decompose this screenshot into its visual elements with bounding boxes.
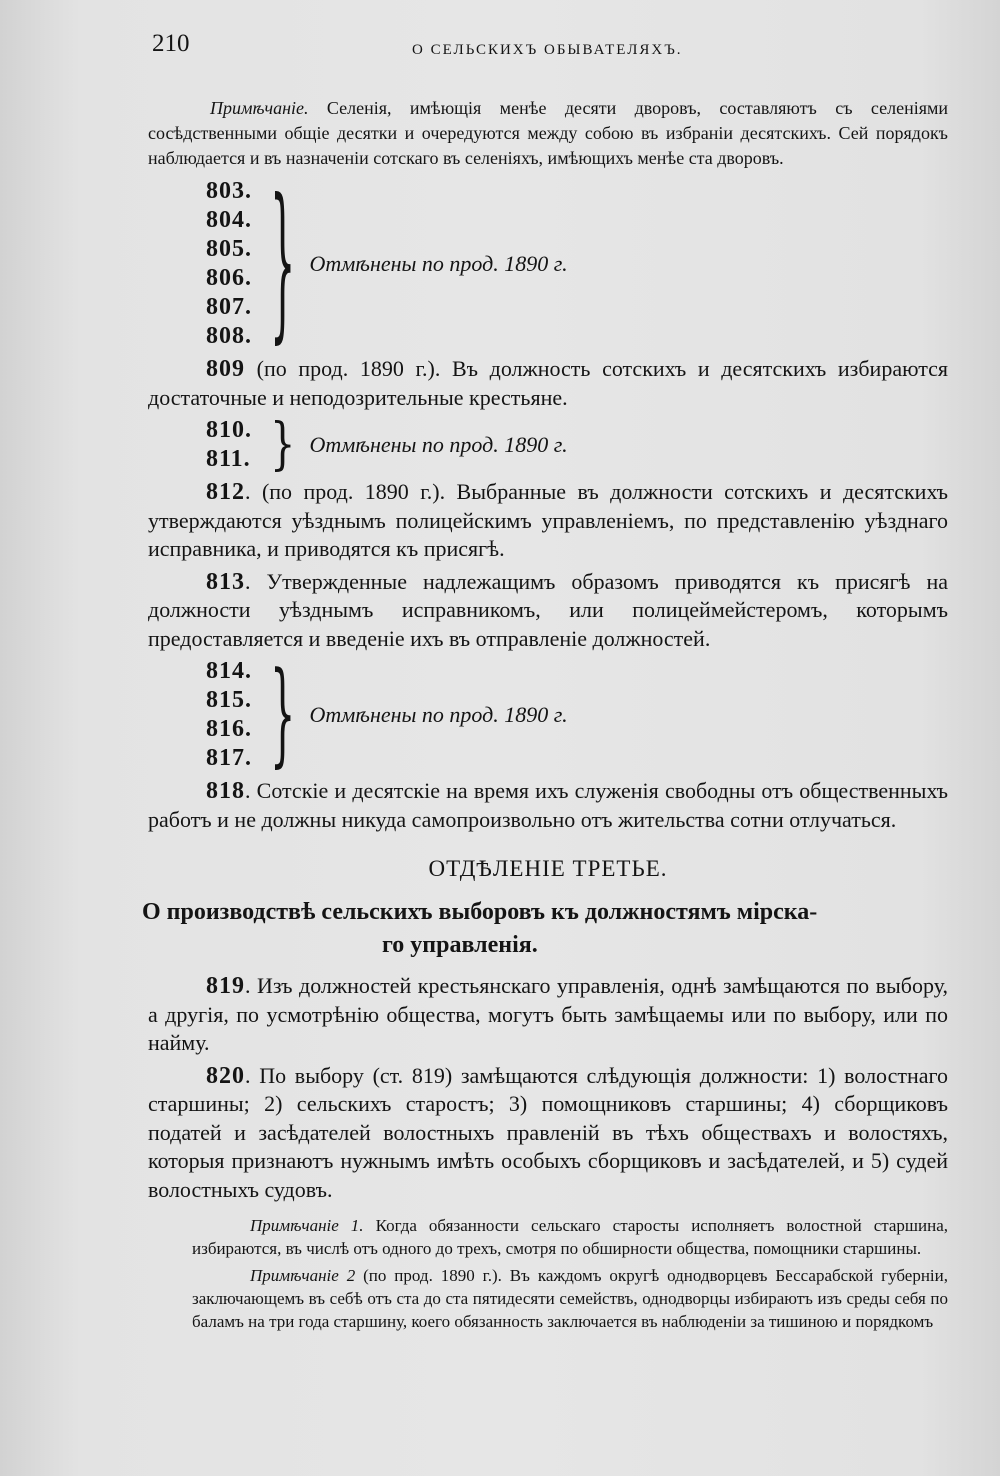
- article-numbers: [206, 657, 252, 773]
- article-number: 818: [206, 778, 245, 804]
- note-label: Примѣчанiе 2: [250, 1266, 356, 1285]
- article-number: 810.: [206, 417, 252, 443]
- article-number: 806.: [206, 265, 252, 291]
- repealed-text: Отмѣнены по прод. 1890 г.: [309, 702, 568, 727]
- note-label: Примѣчанiе.: [210, 98, 309, 118]
- article-text: . Изъ должностей крестьянскаго управленiя, однѣ замѣщаются по выбору, а другiя, по усмотрѣнiю общества, могутъ быть замѣщаемы или по выбору, или по найму.: [148, 973, 948, 1055]
- article-number: 819: [206, 973, 245, 999]
- note-label: Примѣчанiе 1.: [250, 1216, 364, 1235]
- article-numbers: [206, 177, 252, 351]
- chapter-title-line2: го управленiя.: [382, 932, 538, 958]
- page-number: 210: [152, 30, 190, 57]
- running-title: О СЕЛЬСКИХЪ ОБЫВАТЕЛЯХЪ.: [412, 42, 683, 58]
- article-number: 805.: [206, 236, 252, 262]
- article-818: [148, 777, 948, 834]
- page-header: [152, 30, 940, 70]
- repealed-group-810-811: [206, 412, 948, 478]
- note-2: [148, 1264, 948, 1333]
- repealed-group-814-817: [206, 650, 948, 780]
- repealed-group-803-808: [206, 167, 948, 361]
- article-numbers: [206, 416, 252, 474]
- note-text: Селенiя, имѣющiя менѣе десяти дворовъ, составляютъ съ селенiями сосѣдственными общiе десятки и очередуются между собою въ избранiи десятскихъ. Сей порядокъ наблюдается и въ назначенiи сотскаго въ селенiяхъ, имѣющихъ менѣе ста дворовъ.: [148, 98, 949, 168]
- repealed-text: Отмѣнены по прод. 1890 г.: [309, 251, 568, 276]
- section-title: ОТДѢЛЕНIЕ ТРЕТЬЕ.: [428, 856, 668, 881]
- article-number: 816.: [206, 716, 252, 742]
- article-number: 808.: [206, 323, 252, 349]
- article-number: 820: [206, 1062, 245, 1089]
- article-809: [148, 355, 948, 412]
- article-number: 804.: [206, 207, 252, 233]
- article-text: . Утвержденные надлежащимъ образомъ приводятся къ присягѣ на должности уѣзднымъ исправникомъ, или полицеймейстеромъ, которымъ предоставляется и введенiе ихъ въ отправленiе должностей.: [148, 568, 948, 651]
- brace-icon: }: [270, 167, 296, 361]
- article-text: (по прод. 1890 г.). Въ должность сотскихъ и десятскихъ избираются достаточные и неподозрительные крестьяне.: [148, 356, 948, 410]
- article-number: 809: [206, 356, 245, 382]
- article-number: 811.: [206, 446, 251, 472]
- note-text: Когда обязанности сельскаго старосты исполняетъ волостной старшина, избираются, въ числѣ отъ одного до трехъ, смотря по обширности общества, помощники старшины.: [192, 1216, 949, 1258]
- article-number: 814.: [206, 658, 252, 684]
- note-text: (по прод. 1890 г.). Въ каждомъ округѣ однодворцевъ Бессарабской губернiи, заключающемъ въ себѣ отъ ста до ста пятидесяти семействъ, однодворцы избираютъ изъ среды себя по баламъ на три года старшину, коего обязанность заключается въ наблюденiи за тишиною и порядкомъ: [192, 1266, 948, 1331]
- note-1: [148, 1214, 948, 1260]
- article-number: 812: [206, 479, 245, 505]
- article-number: 813: [206, 568, 245, 595]
- article-number: 803.: [206, 178, 252, 204]
- page-body: [142, 96, 949, 1333]
- repealed-text: Отмѣнены по прод. 1890 г.: [309, 432, 568, 457]
- article-text: . Сотскiе и десятскiе на время ихъ служенiя свободны отъ общественныхъ работъ и не должны никуда самопроизвольно отъ жительства сотни отлучаться.: [148, 778, 948, 832]
- chapter-title-line1: О производствѣ сельскихъ выборовъ къ должностямъ мiрска-: [142, 899, 818, 925]
- article-number: 815.: [206, 687, 252, 713]
- article-number: 817.: [206, 745, 252, 771]
- brace-icon: }: [270, 412, 296, 478]
- article-819: [148, 972, 948, 1058]
- note-top: [148, 96, 948, 171]
- article-813: [148, 568, 948, 654]
- article-number: 807.: [206, 294, 252, 320]
- chapter-title: [142, 896, 948, 962]
- brace-icon: }: [270, 650, 296, 780]
- article-text: . (по прод. 1890 г.). Выбранные въ должности сотскихъ и десятскихъ утверждаются уѣзднымъ полицейскимъ управленiемъ, по представленiю уѣзднаго исправника, и приводятся къ присягѣ.: [148, 479, 948, 561]
- article-812: [148, 478, 948, 564]
- article-820: [148, 1062, 948, 1205]
- article-text: . По выбору (ст. 819) замѣщаются слѣдующiя должности: 1) волостнаго старшины; 2) сельскихъ старостъ; 3) помощниковъ старшины; 4) сборщиковъ податей и засѣдателей волостныхъ правленiй въ тѣхъ обществахъ и волостяхъ, которыя признаютъ нужнымъ имѣть особыхъ сборщиковъ и засѣдателей, и 5) судей волостныхъ судовъ.: [148, 1062, 948, 1202]
